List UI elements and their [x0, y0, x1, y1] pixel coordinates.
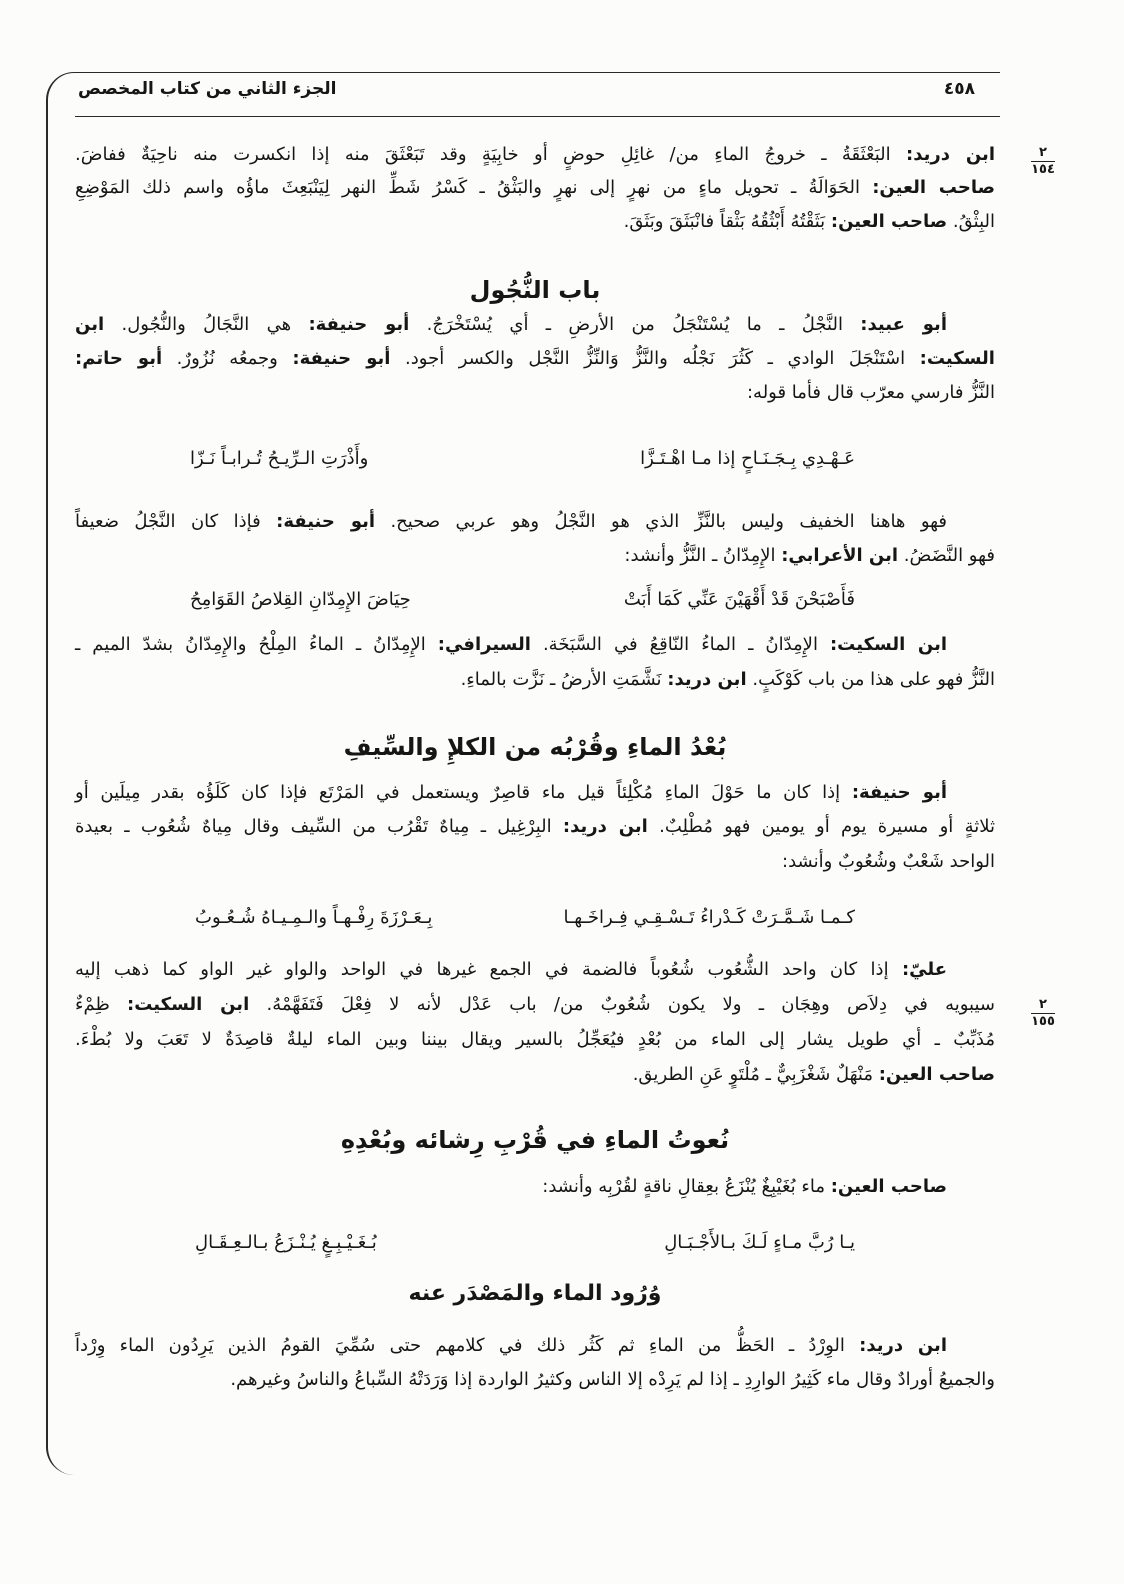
verse-hemistich-second: وأَذْرَتِ الـرِّيـحُ تُـرابـاً نَـزّا	[190, 448, 369, 469]
text-line	[75, 953, 995, 987]
text-line	[75, 628, 995, 662]
text-segment: إذا كان ما حَوْلَ الماءِ مُكْلِئاً قيل ماء قاصِرٌ ويستعمل في المَرْتَع فإذا كان كَلَؤُه بقدر مِيلَين أو	[75, 782, 852, 803]
speaker-label: ابن السكيت:	[829, 634, 947, 655]
text-line	[75, 308, 995, 342]
text-segment: اسْتَنْجَلَ الوادي ـ كَثُرَ نَجْلُه والنَّزُّ وَالنِّزُّ النَّجْل والكسر أجود.	[390, 348, 920, 369]
text-segment: إذا كان واحد الشُّعُوب شُعُوباً فالضمة في الجمع غيرها في الواحد والواو غير الواو كما ذهب إليه	[75, 959, 902, 980]
text-line	[75, 1363, 995, 1397]
text-segment: البِرْغِيل ـ مِياهٌ تَقْرُب من السِّيف وقال مِياهٌ شُعُوب ـ بعيدة	[75, 816, 563, 837]
text-segment: النَّزُّ فهو على هذا من باب كَوْكَبٍ.	[746, 669, 995, 690]
text-line	[75, 845, 995, 879]
speaker-label: السيرافي:	[437, 634, 531, 655]
text-segment: النَّجْلُ ـ ما يُسْتَنْجَلُ من الأرضِ ـ أي يُسْتَخْرَجُ.	[409, 314, 861, 335]
section-heading: باب النُّجُول	[469, 276, 601, 304]
speaker-label: أبو حنيفة:	[308, 314, 410, 335]
text-line	[75, 539, 995, 573]
verse-hemistich-first: فَأَصْبَحْنَ قَدْ أَقْهَيْنَ عَنِّي كَمَا أَبَتْ	[623, 589, 855, 610]
text-segment: الإِمِدّانُ ـ الماءُ المِلْحُ والإِمِدّانُ بشدّ الميم ـ	[75, 634, 438, 655]
speaker-label: صاحب العين:	[830, 1176, 947, 1197]
verse-hemistich-first: كـمـا شَـمَّـرَتْ كَـدْراءُ تَـسْـقِـي فِـراخَـهـا	[563, 907, 855, 928]
section-heading: نُعوتُ الماءِ في قُرْبِ رِشائه وبُعْدِهِ	[340, 1126, 730, 1154]
speaker-label: ابن دريد:	[562, 816, 648, 837]
margin-page-reference	[1028, 998, 1058, 1029]
text-segment: فهو هاهنا الخفيف وليس بالنَّزِّ الذي هو النَّجْلُ وهو عربي صحيح.	[375, 511, 948, 532]
margin-page-reference	[1028, 146, 1058, 177]
text-segment: مَنْهَلٌ شَغْزَبِيٌّ ـ مُلْتَوٍ عَنِ الطريق.	[632, 1064, 879, 1085]
margin-page-number: ١٥٥	[1031, 1014, 1055, 1029]
header-rule	[75, 116, 1000, 117]
text-segment: البِثْقُ.	[947, 211, 995, 232]
section-heading: وُرُود الماء والمَصْدَر عنه	[408, 1281, 662, 1306]
text-line	[75, 376, 995, 410]
speaker-label: أبو عبيد:	[860, 314, 947, 335]
text-segment: وجمعُه نُزُورٌ.	[162, 348, 293, 369]
speaker-label: صاحب العين:	[878, 1064, 995, 1085]
text-segment: البَعْثَقَةُ ـ خروجُ الماءِ من/ غائِلِ حوضٍ أو خابِيَةٍ وقد تَبَعْثَقَ منه إذا انكسرت منه ناحِيَةٌ ففاضَ.	[75, 144, 906, 165]
page-number: ٤٥٨	[943, 79, 975, 99]
speaker-label: أبو حنيفة:	[276, 511, 376, 532]
text-segment: والجميعُ أورادٌ وقال ماء كَثِيرُ الوارِدِ ـ إذا لم يَرِدْه إلا الناس وكثيرُ الواردة إذا وَرَدَتْهُ السِّباعُ والناسُ وغيرهم.	[230, 1369, 995, 1390]
text-line	[75, 988, 995, 1022]
text-segment: مُذَبِّبٌ ـ أي طويل يشار إلى الماء من بُعْدٍ فيُعَجِّلُ بالسير ويقال بيننا وبين الماء ليلةٌ قاصِدَةٌ لا تَعَبَ ولا بُطْءَ.	[75, 1029, 995, 1050]
text-line	[75, 1058, 995, 1092]
speaker-label: ابن السكيت:	[127, 994, 250, 1015]
speaker-label: السكيت:	[919, 348, 995, 369]
text-line	[75, 663, 995, 697]
text-line	[75, 810, 995, 844]
speaker-label: ابن الأعرابي:	[781, 545, 899, 566]
text-segment: النَّزُّ فارسي معرّب قال فأما قوله:	[746, 382, 995, 403]
text-line	[75, 138, 995, 172]
text-segment: الإِمِدّانُ ـ الماءُ النّاقِعُ في السَّبَخَة.	[530, 634, 830, 655]
text-segment: سيبويه في دِلاَص وهِجَان ـ ولا يكون شُعُوبٌ من/ باب عَدْل لأنه لا فِعْلَ فَتَفَهَّمْهُ.	[249, 994, 995, 1015]
text-line	[75, 205, 995, 239]
text-segment: الإِمِدّانُ ـ النَّزُّ وأنشد:	[624, 545, 782, 566]
text-segment: الواحد شَعْبٌ وشُعُوبٌ وأنشد:	[782, 851, 995, 872]
text-line	[75, 505, 995, 539]
verse-hemistich-first: يـا رُبَّ مـاءٍ لَـكَ بـالأَجْـبَـالِ	[664, 1232, 855, 1253]
text-line	[75, 342, 995, 376]
speaker-label: أبو حاتم:	[75, 348, 163, 369]
margin-volume-number: ٢	[1039, 145, 1047, 160]
speaker-label: ابن	[75, 314, 105, 335]
text-segment: فهو النَّضَضُ.	[898, 545, 995, 566]
text-line	[75, 1329, 995, 1363]
text-segment: الوِرْدُ ـ الحَظُّ من الماءِ ثم كَثُر ذلك في كلامهم حتى سُمِّيَ القومُ الذين يَرِدُون الماء وِرْداً	[75, 1335, 860, 1356]
text-segment: فإذا كان النَّجْلُ ضعيفاً	[75, 511, 277, 532]
verse-hemistich-second: بُـغَـيْـبِـغٍ يُـنْـزَعُ بـالـعِـقَـالِ	[195, 1232, 377, 1253]
text-segment: ثلاثةٍ أو مسيرة يوم أو يومين فهو مُطْلِبٌ.	[647, 816, 995, 837]
margin-volume-number: ٢	[1039, 997, 1047, 1012]
text-line	[75, 776, 995, 810]
section-heading: بُعْدُ الماءِ وقُرْبُه من الكلإِ والسِّيفِ	[343, 733, 727, 761]
text-segment: بَثَقْتُهُ أَبْثُقُهُ بَثْقاً فانْبَثَقَ وبَثَقَ.	[623, 211, 831, 232]
speaker-label: عليّ:	[901, 959, 947, 980]
speaker-label: ابن دريد:	[667, 669, 747, 690]
text-line	[75, 171, 995, 205]
text-segment: الحَوَالَةُ ـ تحويل ماءٍ من نهرٍ إلى نهرٍ والبَثْقُ ـ كَسْرُ شَطِّ النهر لِيَنْبَعِثَ ماؤُه واسم ذلك المَوْضِعِ	[75, 177, 873, 198]
text-line	[75, 1170, 995, 1204]
running-header-title: الجزء الثاني من كتاب المخصص	[78, 79, 337, 99]
verse-hemistich-second: بِـعَـرْزَةَ رِفْـهـاً والـمِـيـاهُ شُـعُـوبُ	[195, 907, 433, 928]
text-segment: ظِمْءٌ	[75, 994, 128, 1015]
text-segment: نَشَّمَتِ الأرضُ ـ نَزَّت بالماءِ.	[460, 669, 668, 690]
margin-page-number: ١٥٤	[1031, 162, 1055, 177]
speaker-label: أبو حنيفة:	[851, 782, 947, 803]
speaker-label: صاحب العين:	[872, 177, 995, 198]
verse-hemistich-second: حِيَاضَ الإِمِدّانِ القِلاصُ القَوَامِحُ	[190, 589, 411, 610]
text-segment: هي النَّجَالُ والنُّجُول.	[104, 314, 309, 335]
text-segment: ماء بُغَيْبِغٌ يُنْزَعُ بعِقالِ ناقةٍ لقُرْبِه وأنشد:	[542, 1176, 831, 1197]
speaker-label: أبو حنيفة:	[292, 348, 391, 369]
speaker-label: صاحب العين:	[830, 211, 948, 232]
speaker-label: ابن دريد:	[906, 144, 995, 165]
text-line	[75, 1023, 995, 1057]
verse-hemistich-first: عَـهْـدِي بِـجَـنَـاحٍ إذا مـا اهْـتَـزَّا	[640, 448, 855, 469]
speaker-label: ابن دريد:	[859, 1335, 947, 1356]
